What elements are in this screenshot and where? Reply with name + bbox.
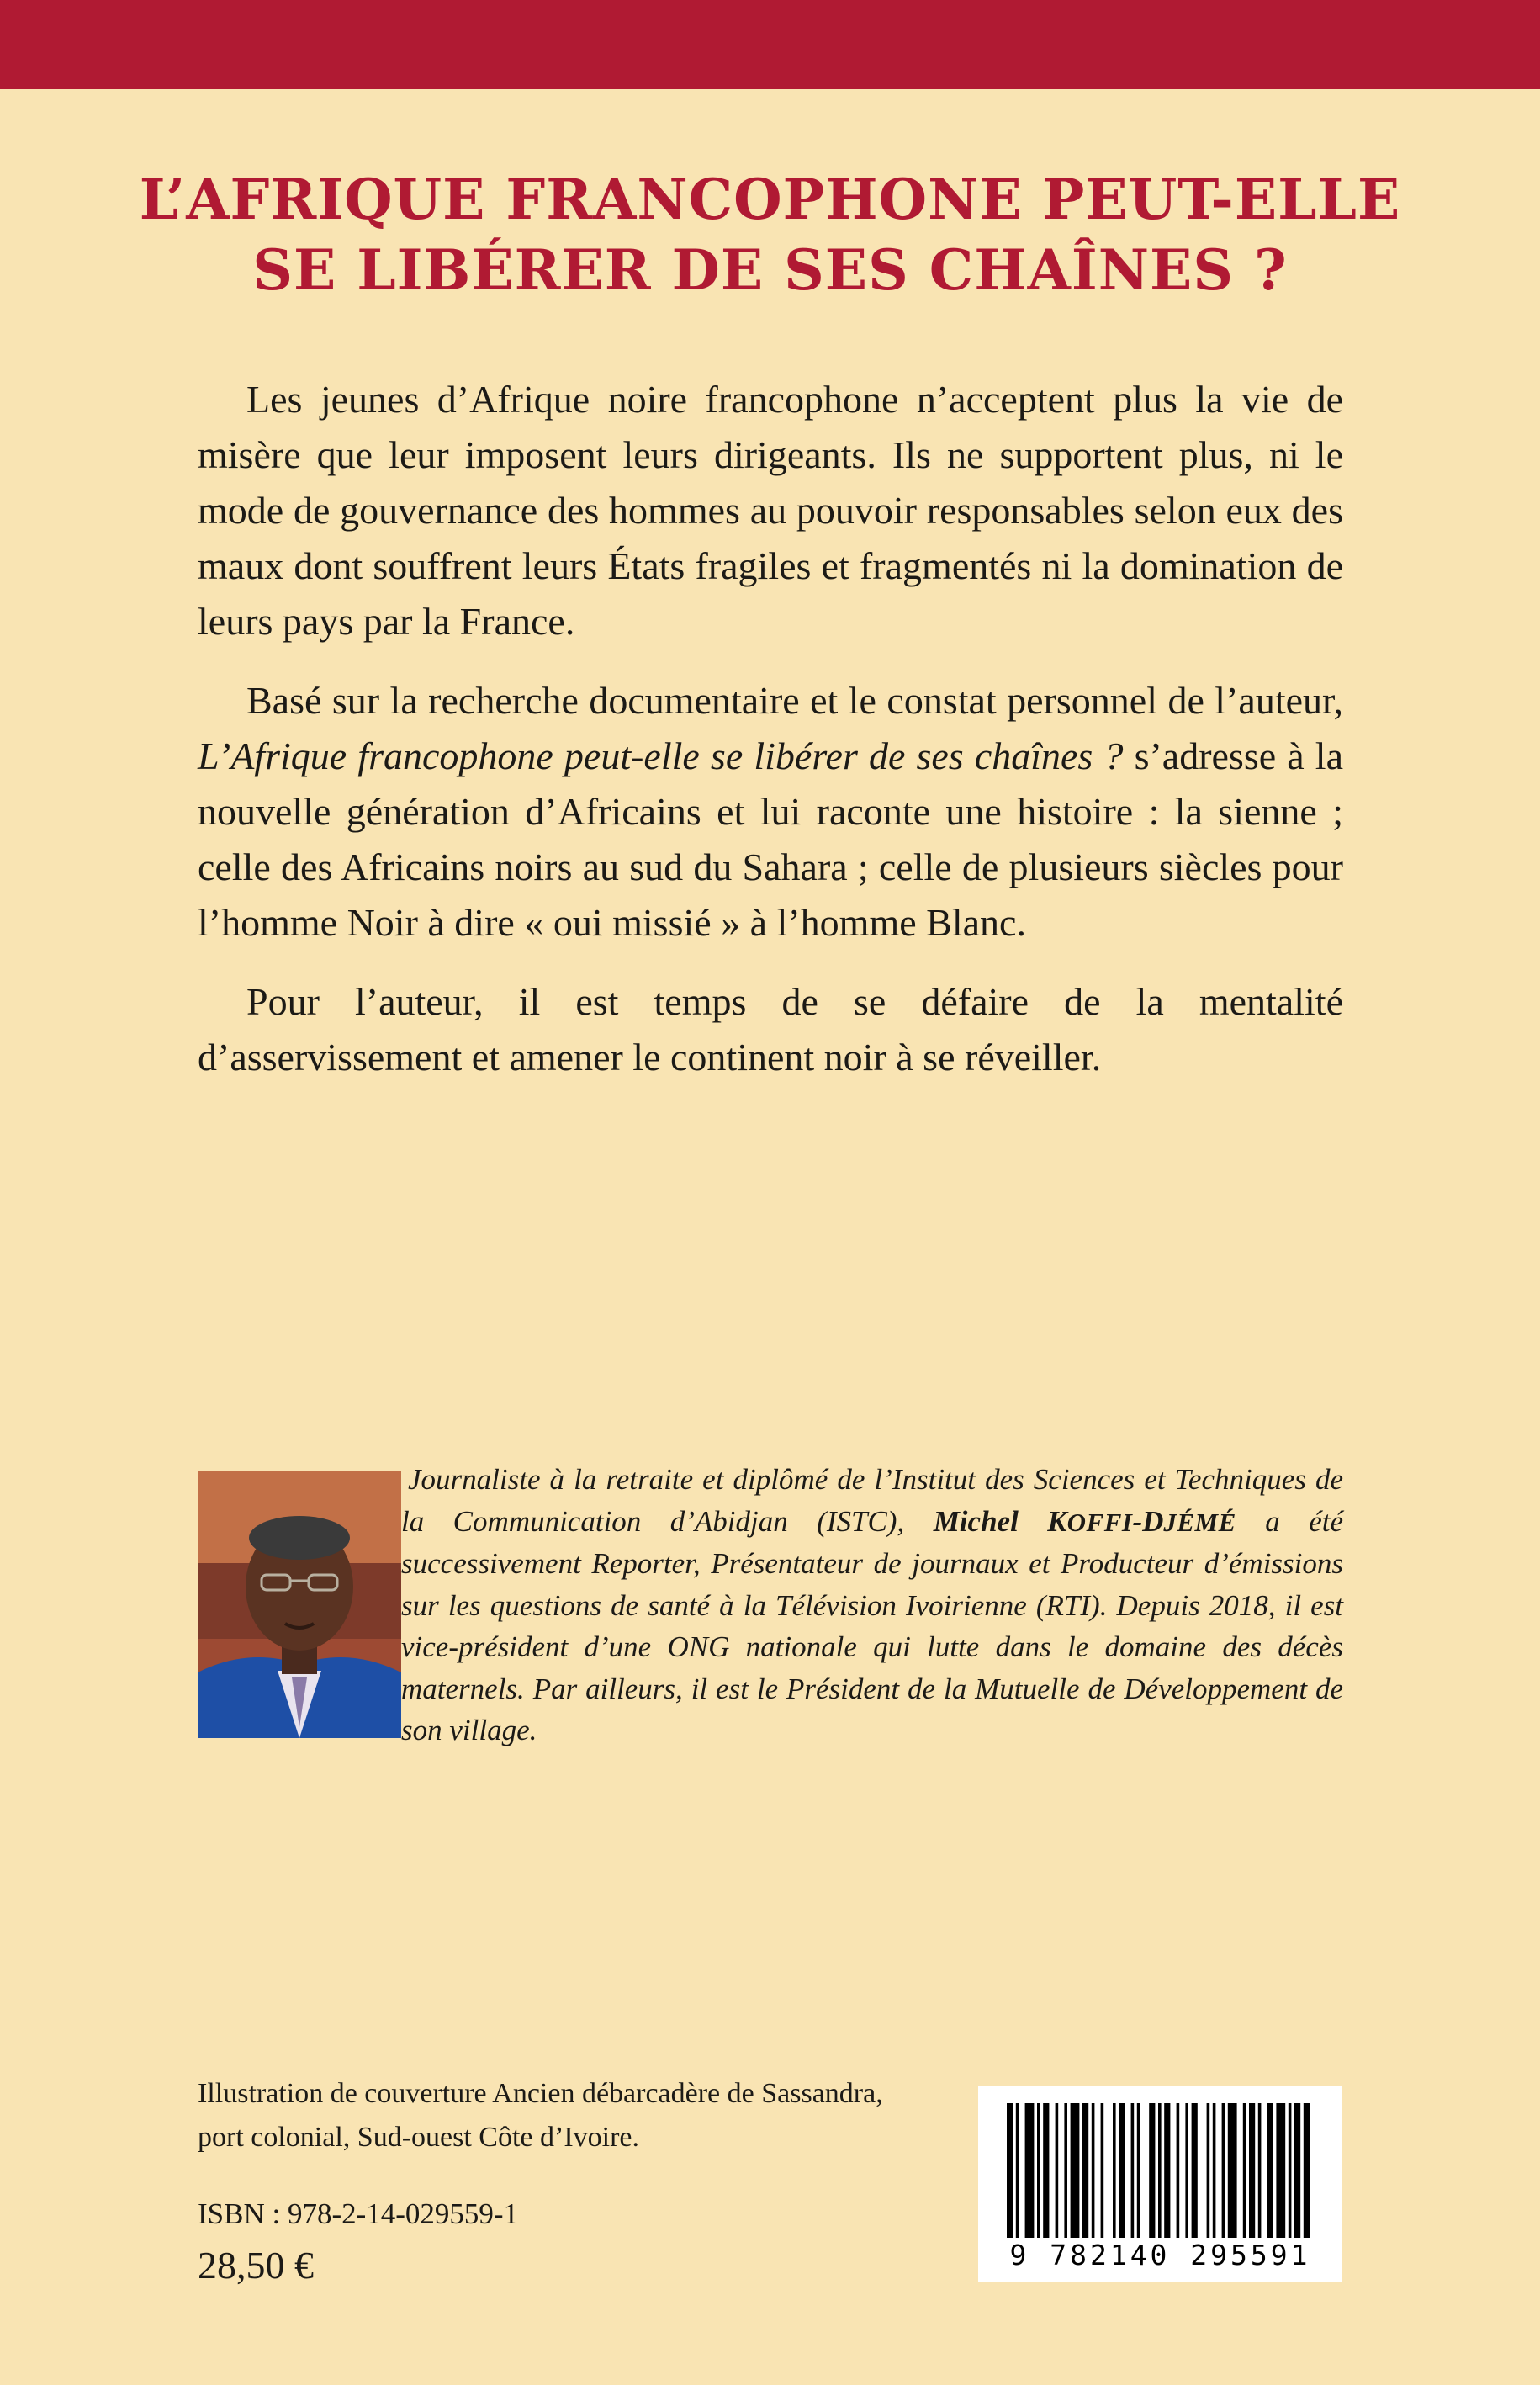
author-last-k: K (1047, 1504, 1067, 1538)
barcode-bar (1025, 2103, 1035, 2238)
author-portrait-illustration (198, 1471, 401, 1738)
author-last-rest-2: JÉMÉ (1163, 1507, 1236, 1537)
book-price: 28,50 € (198, 2244, 314, 2287)
barcode (978, 2086, 1342, 2282)
barcode-bar (1249, 2103, 1255, 2238)
barcode-bar (1064, 2103, 1067, 2238)
author-name (934, 1505, 1236, 1538)
barcode-bar (1037, 2103, 1040, 2238)
barcode-bar (1164, 2103, 1170, 2238)
barcode-bar (1304, 2103, 1310, 2238)
barcode-digits: 9 782140 295591 (1009, 2239, 1311, 2271)
barcode-bar (1228, 2103, 1237, 2238)
barcode-bar (1158, 2103, 1162, 2238)
author-biography (401, 1459, 1343, 1752)
barcode-bar (1016, 2103, 1019, 2238)
barcode-bar (1258, 2103, 1262, 2238)
bio-before: Journaliste à la retraite et diplômé de l’Institut des Sciences et Techniques de la Communication d’Abidjan (ISTC), (401, 1463, 1343, 1538)
barcode-bar (1276, 2103, 1285, 2238)
barcode-bar (1177, 2103, 1180, 2238)
blurb-p2-end: s’adresse à la nouvelle génération d’Africains et lui raconte une histoire : la sienne ; celle des Africains noirs au sud du Sahara ; celle de plusieurs siècles pour l’homme Noir à dire « oui missié » à l’homme Blanc. (198, 734, 1343, 944)
title-line-2: SE LIBÉRER DE SES CHAÎNES ? (252, 237, 1288, 303)
barcode-bar (1243, 2103, 1246, 2238)
barcode-bar (1185, 2103, 1188, 2238)
barcode-bar (1213, 2103, 1216, 2238)
barcode-bar (1207, 2103, 1210, 2238)
top-color-band (0, 0, 1540, 89)
barcode-bar (1131, 2103, 1135, 2238)
author-first-name: Michel (933, 1504, 1048, 1538)
title-line-1: L’AFRIQUE FRANCOPHONE PEUT-ELLE (139, 167, 1401, 232)
barcode-bar (1119, 2103, 1125, 2238)
barcode-bar (1056, 2103, 1059, 2238)
blurb-paragraph-2 (198, 673, 1343, 951)
barcode-bar (1071, 2103, 1080, 2238)
barcode-bar (1043, 2103, 1049, 2238)
barcode-bar (1222, 2103, 1225, 2238)
barcode-bar (1007, 2103, 1013, 2238)
author-photo (198, 1471, 401, 1738)
bio-after: a été successivement Reporter, Présentateur de journaux et Producteur d’émissions sur les questions de santé à la Télévision Ivoirienne (RTI). Depuis 2018, il est vice-président d’une ONG nationale qui lutte dans le domaine des décès maternels. Par ailleurs, il est le Président de la Mutuelle de Développement de son village. (401, 1504, 1344, 1746)
barcode-bar (1092, 2103, 1095, 2238)
barcode-bar (1149, 2103, 1155, 2238)
barcode-bar (1113, 2103, 1116, 2238)
blurb-paragraph-1: Les jeunes d’Afrique noire francophone n’acceptent plus la vie de misère que leur imposent leurs dirigeants. Ils ne supportent plus, ni le mode de gouvernance des hommes au pouvoir responsables selon eux des maux dont souffrent leurs États fragiles et fragmentés ni la domination de leurs pays par la France. (198, 378, 1343, 643)
book-title (118, 164, 1422, 305)
author-last-rest-1: OFFI (1066, 1507, 1133, 1537)
barcode-bar (1082, 2103, 1088, 2238)
blurb-p2-book-title: L’Afrique francophone peut-elle se libérer de ses chaînes ? (198, 734, 1124, 777)
blurb-paragraph-3: Pour l’auteur, il est temps de se défaire de la mentalité d’asservissement et amener le continent noir à se réveiller. (198, 980, 1343, 1079)
book-blurb (198, 372, 1343, 1109)
cover-illustration-credit: Illustration de couverture Ancien débarcadère de Sassandra, port colonial, Sud-ouest Côte d’Ivoire. (198, 2078, 883, 2153)
isbn-number: ISBN : 978-2-14-029559-1 (198, 2197, 519, 2230)
author-last-d: -D (1132, 1504, 1164, 1538)
barcode-bar (1192, 2103, 1198, 2238)
blurb-p2-start: Basé sur la recherche documentaire et le constat personnel de l’auteur, (246, 679, 1343, 722)
barcode-bar (1289, 2103, 1292, 2238)
barcode-bar (1101, 2103, 1104, 2238)
barcode-bar (1267, 2103, 1273, 2238)
barcode-bar (1137, 2103, 1140, 2238)
barcode-bar (1294, 2103, 1300, 2238)
